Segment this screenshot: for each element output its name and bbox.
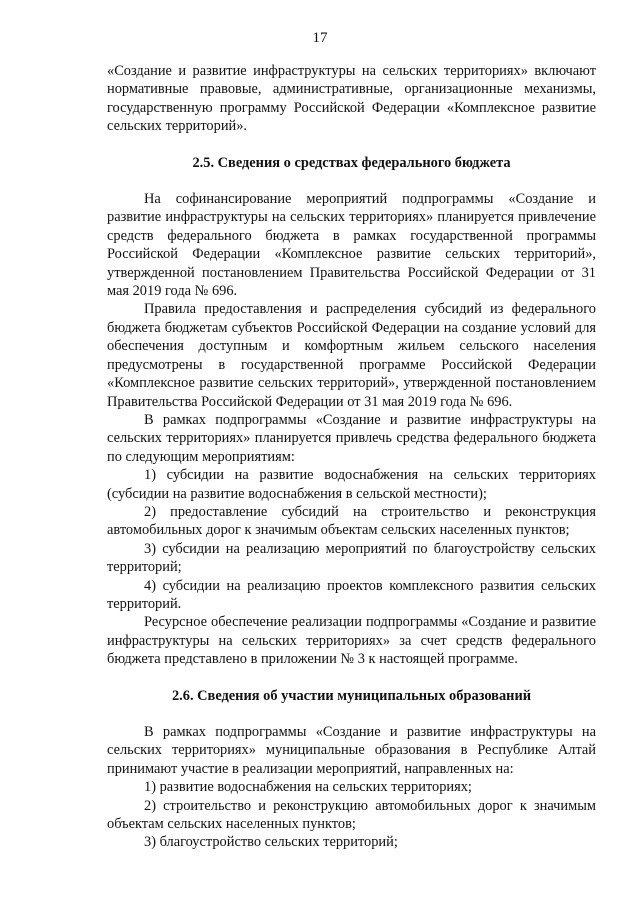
paragraph: Правила предоставления и распределения субсидий из федерального бюджета бюджетам субъектов Российской Федерации на создание условий для обеспечения доступным и комфортным жильем сельского населения предусмотрены в государственной программе Российской Федерации «Комплексное развитие сельских территорий», утвержденной постановлением Правительства Российской Федерации от 31 мая 2019 года № 696. xyxy=(107,301,596,410)
list-item: 1) субсидии на развитие водоснабжения на сельских территориях (субсидии на развитие водоснабжения в сельской местности); xyxy=(107,467,596,502)
list-item: 4) субсидии на реализацию проектов комплексного развития сельских территорий. xyxy=(107,577,596,612)
intro-paragraph: «Создание и развитие инфраструктуры на сельских территориях» включают нормативные правовые, административные, организационные механизмы, государственную программу Российской Федерации «Комплексное развитие сельских территорий». xyxy=(107,63,596,135)
closing-paragraph: Ресурсное обеспечение реализации подпрограммы «Создание и развитие инфраструктуры на сельских территориях» за счет средств федерального бюджета представлено в приложении № 3 к настоящей программе. xyxy=(107,614,596,668)
list-item: 2) предоставление субсидий на строительство и реконструкция автомобильных дорог к значимым объектам сельских населенных пунктов; xyxy=(107,503,596,539)
paragraph: В рамках подпрограммы «Создание и развитие инфраструктуры на сельских территориях» планируется привлечь средства федерального бюджета по следующим мероприятиям: xyxy=(107,411,596,465)
list-item: 2) строительство и реконструкцию автомобильных дорог к значимым объектам сельских населенных пунктов; xyxy=(107,797,596,833)
section-heading-2-5: 2.5. Сведения о средствах федерального бюджета xyxy=(192,154,511,171)
list-item: 3) субсидии на реализацию мероприятий по благоустройству сельских территорий; xyxy=(107,540,596,576)
list-item: 1) развитие водоснабжения на сельских территориях; xyxy=(144,779,472,796)
paragraph: В рамках подпрограммы «Создание и развитие инфраструктуры на сельских территориях» муниципальные образования в Республике Алтай принимают участие в реализации мероприятий, направленных на: xyxy=(107,724,596,777)
list-item: 3) благоустройство сельских территорий; xyxy=(144,834,398,851)
section-heading-2-6: 2.6. Сведения об участии муниципальных образований xyxy=(171,687,532,704)
document-body xyxy=(107,62,596,852)
page-number: 17 xyxy=(312,30,328,46)
paragraph: На софинансирование мероприятий подпрограммы «Создание и развитие инфраструктуры на сельских территориях» планируется привлечение средств федерального бюджета в рамках государственной программы Российской Федерации «Комплексное развитие сельских территорий», утвержденной постановлением Правительства Российской Федерации от 31 мая 2019 года № 696. xyxy=(107,191,596,300)
